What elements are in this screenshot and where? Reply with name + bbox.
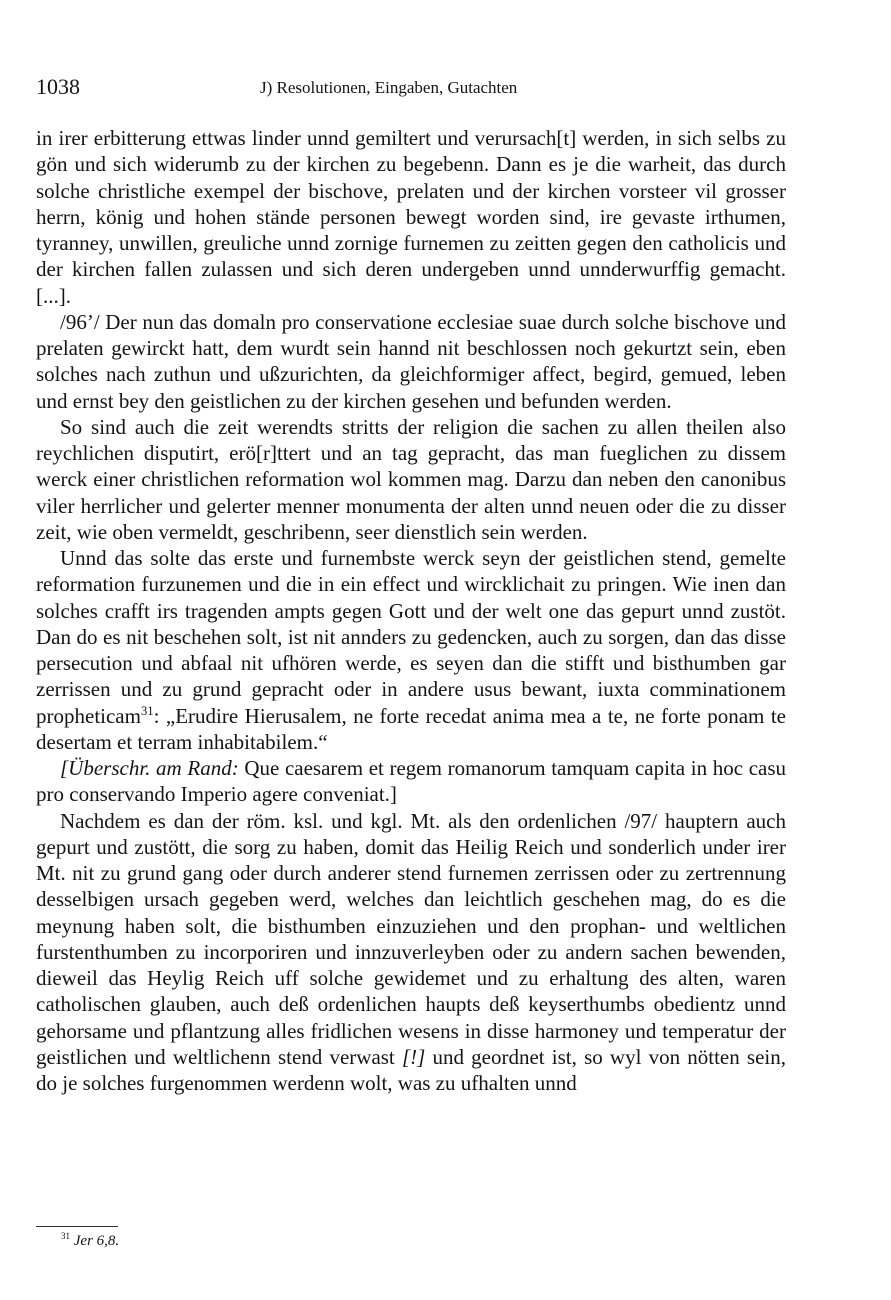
footnote-text: Jer 6,8. <box>73 1233 120 1249</box>
paragraph-4-quote: : „Erudire Hierusalem, ne forte recedat anima mea a te, ne forte ponam te desertam et terram inhabitabilem.“ <box>36 703 786 754</box>
footnote-number: 31 <box>61 1231 70 1241</box>
body-text <box>36 125 786 1096</box>
paragraph-4 <box>36 545 786 755</box>
paragraph-3: So sind auch die zeit werendts stritts der religion die sachen zu allen theilen also reychlichen disputirt, erö[r]ttert und an tag gepracht, das man fueglichen zu dissem werck einer christlichen reformation wol kommen mag. Darzu dan neben den canonibus viler herrlicher und gelerter menner monumenta der alten unnd neuen oder die zu disser zeit, wie oben vermeldt, geschribenn, seer dienstlich sein werden. <box>36 414 786 544</box>
page-number: 1038 <box>36 74 80 99</box>
footnote-reference: 31 <box>140 703 154 718</box>
paragraph-1: in irer erbitterung ettwas linder unnd gemiltert und verursach[t] werden, in sich selbs zu gön und sich widerumb zu der kirchen zu begebenn. Dann es je die warheit, das durch solche christliche exempel der bischove, prelaten und der kirchen vorsteer vil grosser herrn, könig und hohen stände personen bewegt worden sind, ire gevaste irthumen, tyranney, unwillen, greuliche unnd zornige furnemen zu zeitten gegen den catholicis und der kirchen fallen zulassen und sich deren undergeben unnd unnderwurffig gemacht. [...]. <box>36 126 786 308</box>
footnote <box>36 1233 786 1250</box>
margin-heading <box>36 755 786 808</box>
paragraph-2: /96’/ Der nun das domaln pro conservatione ecclesiae suae durch solche bischove und prelaten gewirckt hatt, dem wurdt sein hannd nit beschlossen noch gekurtzt sein, eben solches nach zuthun und ußzurichten, da gleichformiger affect, begird, gemued, leben und ernst bey den geistlichen zu der kirchen gesehen und befunden werden. <box>36 309 786 413</box>
page-header <box>36 74 786 104</box>
footnote-divider <box>36 1226 118 1227</box>
paragraph-6-continuation: und geordnet ist, so wyl von nötten sein, do je solches furgenommen werdenn wolt, was zu ufhalten unnd <box>36 1044 787 1095</box>
margin-heading-label: [Überschr. am Rand: <box>60 756 239 780</box>
paragraph-6 <box>36 808 786 1097</box>
paragraph-6-text: Nachdem es dan der röm. ksl. und kgl. Mt. als den ordenlichen /97/ hauptern auch gepurt und zustött, die sorg zu haben, domit das Heilig Reich und sonderlich under irer Mt. nit zu grund gang oder durch anderer stend furnemen zerrissen oder zu zertrennung desselbigen ursach gegeben werd, welches dan leichtlich geschehen mag, do es die meynung haben solt, die bisthumben einzuziehen und den prophan- und weltlichen furstenthumben zu incorporiren und innzuverleyben oder zu andern sachen bewenden, dieweil das Heylig Reich uff solche gewidemet und zu erhaltung des alten, waren catholischen glauben, auch deß ordenlichen haupts deß keyserthumbs obedientz unnd gehorsame und pflantzung alles fridlichen wesens in disse harmoney und temperatur der geistlichen und weltlichenn stend verwast <box>36 808 786 1069</box>
footnotes <box>36 1226 786 1250</box>
running-head: J) Resolutionen, Eingaben, Gutachten <box>260 78 518 97</box>
editorial-mark: [!] <box>401 1044 426 1069</box>
paragraph-4-text: Unnd das solte das erste und furnembste werck seyn der geistlichen stend, gemelte reformation furzunemen und die in ein effect und wircklichait zu pringen. Wie inen dan solches crafft irs tragenden ampts gegen Gott und der welt one das gepurt unnd zustöt. Dan do es nit beschehen solt, ist nit annders zu gedencken, auch zu sorgen, dan das disse persecution und abfaal nit ufhören werde, es seyen dan die stifft und bisthumben gar zerrissen und zu grund gepracht oder in andere usus bewant, iuxta comminationem propheticam <box>36 546 786 728</box>
page <box>36 74 786 1096</box>
margin-heading-text: Que caesarem et regem romanorum tamquam capita in hoc casu pro conservando Imperio agere conveniat.] <box>36 756 787 807</box>
